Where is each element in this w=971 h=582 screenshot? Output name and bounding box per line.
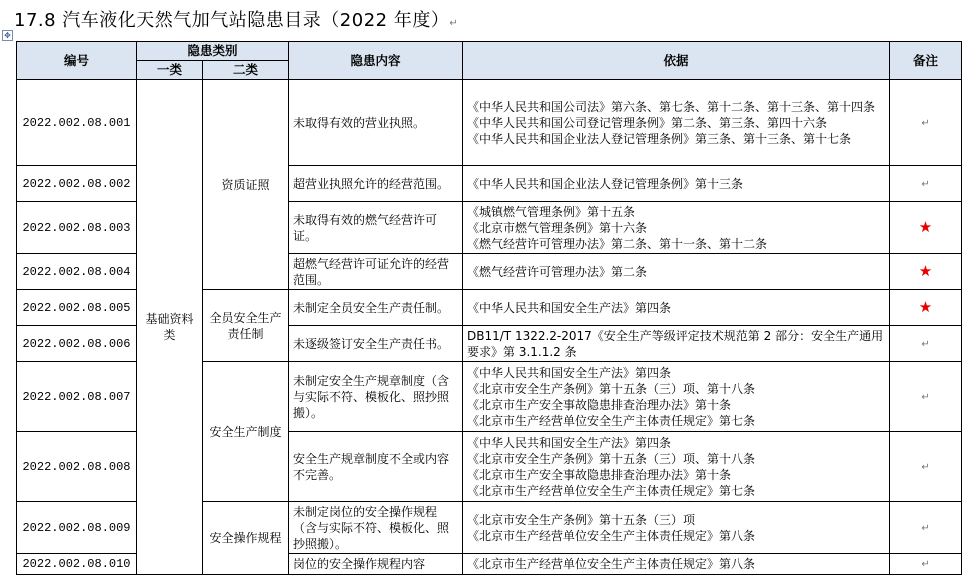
row-remark: ↵	[890, 80, 962, 166]
header-cat1: 一类	[137, 61, 203, 80]
header-remark: 备注	[890, 42, 962, 80]
category-1-label: 基础资料类	[145, 312, 194, 342]
table-row	[17, 80, 962, 166]
star-icon: ★	[918, 262, 933, 280]
star-icon: ★	[918, 218, 933, 236]
table-move-handle-icon[interactable]: ✥	[2, 30, 13, 41]
row-basis: 《中华人民共和国公司法》第六条、第七条、第十二条、第十三条、第十四条 《中华人民共和国公司登记管理条例》第二条、第三条、第四十六条 《中华人民共和国企业法人登记管理条例》第三条、第十三条、第十七条	[463, 80, 890, 166]
category-2-cell: 资质证照	[203, 80, 289, 290]
table-row: 2022.002.08.008 安全生产规章制度不全或内容不完善。 《中华人民共和国安全生产法》第四条 《北京市安全生产条例》第十五条（三）项、第十八条 《北京市生产安全事故隐患排查治理办法》第十条 《北京市生产经营单位安全生产主体责任规定》第七条 ↵	[17, 432, 962, 502]
table-row: 2022.002.08.007 安全生产制度 未制定安全生产规章制度（含与实际不符、模板化、照抄照搬）。 《中华人民共和国安全生产法》第四条 《北京市安全生产条例》第十五条（三）项、第十八条 《北京市生产安全事故隐患排查治理办法》第十条 《北京市生产经营单位安全生产主体责任规定》第七条 ↵	[17, 362, 962, 432]
table-row: 2022.002.08.002 超营业执照允许的经营范围。 《中华人民共和国企业法人登记管理条例》第十三条 ↵	[17, 166, 962, 202]
header-basis: 依据	[463, 42, 890, 80]
table-row: 2022.002.08.005 全员安全生产责任制 未制定全员安全生产责任制。 《中华人民共和国安全生产法》第四条 ★	[17, 290, 962, 326]
category-1-cell	[137, 80, 203, 575]
header-code: 编号	[17, 42, 137, 80]
row-code: 2022.002.08.001	[17, 80, 137, 166]
header-cat2: 二类	[203, 61, 289, 80]
table-row: 2022.002.08.010 岗位的安全操作规程内容 《北京市生产经营单位安全生产主体责任规定》第八条 ↵	[17, 554, 962, 575]
table-row: 2022.002.08.009 安全操作规程 未制定岗位的安全操作规程（含与实际不符、模板化、照抄照搬）。 《北京市安全生产条例》第十五条（三）项 《北京市生产经营单位安全生产主体责任规定》第八条 ↵	[17, 502, 962, 554]
hazard-table	[16, 41, 962, 575]
star-icon: ★	[918, 298, 933, 316]
table-row: 2022.002.08.003 未取得有效的燃气经营许可证。 《城镇燃气管理条例》第十五条 《北京市燃气管理条例》第十六条 《燃气经营许可管理办法》第二条、第十一条、第十二条 ★	[17, 202, 962, 254]
table-row: 2022.002.08.006 未逐级签订安全生产责任书。 DB11/T 1322.2-2017《安全生产等级评定技术规范第 2 部分：安全生产通用要求》第 3.1.1.2 条 ↵	[17, 326, 962, 362]
row-content: 未取得有效的营业执照。	[289, 80, 463, 166]
header-content: 隐患内容	[289, 42, 463, 80]
header-category: 隐患类别	[137, 42, 289, 61]
document-title: 17.8 汽车液化天然气加气站隐患目录（2022 年度）↵	[14, 10, 459, 31]
table-row: 2022.002.08.004 超燃气经营许可证允许的经营范围。 《燃气经营许可管理办法》第二条 ★	[17, 254, 962, 290]
